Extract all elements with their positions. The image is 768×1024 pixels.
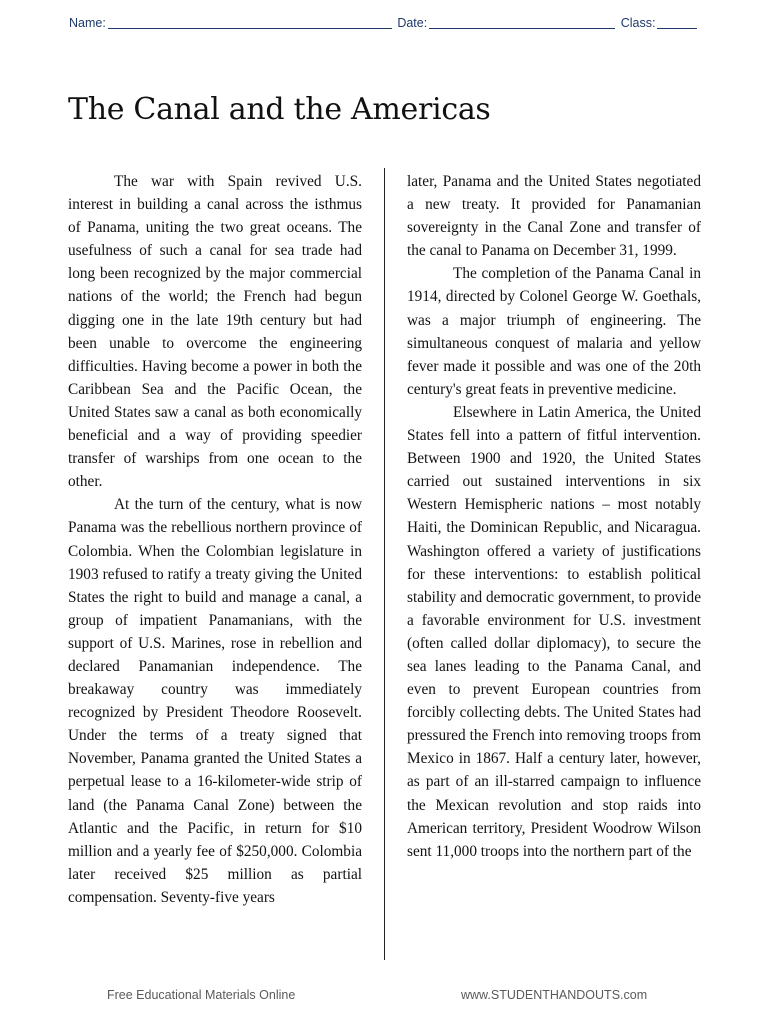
paragraph: At the turn of the century, what is now Panama was the rebellious northern province of Colombia. When the Colombian legislature in 1903 refused to ratify a treaty giving the United States the right to build and manage a canal, a group of impatient Panamanians, with the support of U.S. Marines, rose in rebellion and declared Panamanian independence. The breakaway country was immediately recognized by President Theodore Roosevelt. Under the terms of a treaty signed that November, Panama granted the United States a perpetual lease to a 16-kilometer-wide strip of land (the Panama Canal Zone) between the Atlantic and the Pacific, in return for $10 million and a yearly fee of $250,000. Colombia later received $25 million as partial compensation. Seventy-five years	[68, 496, 362, 906]
paragraph: The completion of the Panama Canal in 1914, directed by Colonel George W. Goethals, was a major triumph of engineering. The simultaneous conquest of malaria and yellow fever made it possible and was one of the 20th century's great feats in preventive medicine.	[407, 265, 701, 398]
class-field[interactable]	[657, 16, 697, 29]
student-info-header	[69, 16, 709, 30]
column-divider	[384, 168, 385, 960]
left-column	[68, 170, 362, 909]
footer-website: www.STUDENTHANDOUTS.com	[461, 988, 648, 1002]
name-label: Name:	[69, 16, 106, 30]
paragraph: The war with Spain revived U.S. interest in building a canal across the isthmus of Panama, uniting the two great oceans. The usefulness of such a canal for sea trade had long been recognized by the major commercial nations of the world; the French had begun digging one in the late 19th century but had been unable to overcome the engineering difficulties. Having become a power in both the Caribbean Sea and the Pacific Ocean, the United States saw a canal as both economically beneficial and a way of providing speedier transfer of warships from one ocean to the other.	[68, 173, 362, 491]
date-label: Date:	[397, 16, 428, 30]
date-field[interactable]	[429, 16, 615, 29]
page-title: The Canal and the Americas	[68, 92, 491, 127]
footer-tagline: Free Educational Materials Online	[107, 988, 296, 1002]
paragraph: Elsewhere in Latin America, the United States fell into a pattern of fitful intervention. Between 1900 and 1920, the United States carried out sustained interventions in six Western Hemispheric nations – most notably Haiti, the Dominican Republic, and Nicaragua. Washington offered a variety of justifications for these interventions: to establish political stability and democratic government, to provide a favorable environment for U.S. investment (often called dollar diplomacy), to secure the sea lanes leading to the Panama Canal, and even to prevent European countries from forcibly collecting debts. The United States had pressured the French into removing troops from Mexico in 1867. Half a century later, however, as part of an ill-starred campaign to influence the Mexican revolution and stop raids into American territory, President Woodrow Wilson sent 11,000 troops into the northern part of the	[407, 403, 701, 860]
name-field[interactable]	[108, 16, 392, 29]
right-column	[407, 170, 701, 863]
class-label: Class:	[620, 16, 656, 30]
paragraph: later, Panama and the United States negotiated a new treaty. It provided for Panamanian sovereignty in the Canal Zone and transfer of the canal to Panama on December 31, 1999.	[407, 173, 701, 260]
